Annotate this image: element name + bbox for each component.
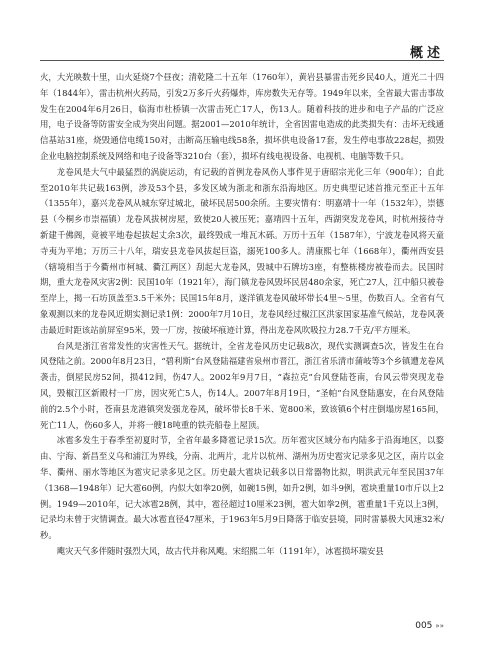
section-title: 概述: [409, 46, 444, 61]
paragraph-typhoon-tornado: 台风是浙江省常发性的灾害性天气。据统计，全省龙卷风历史记载8次，现代实测调查5次，皆发生在台风登陆之前。2000年8月23日，“碧利斯”台风登陆福建省泉州市晋江，浙江省乐清市蒲岐等3个乡镇遭龙卷风袭击，倒屋民房52间，损412间，伤47人。2002年9月7日，“森拉克”台风登陆苍南，台风云带突现龙卷风，毁椒江区新殿村一厂房，因灾死亡5人，伤14人。2007年8月19日，“圣帕”台风登陆惠安，在台风登陆前的2.5个小时，苍南县龙港镇突发强龙卷风，破坏带长8千米、宽800米，致该镇6个村庄倒塌房屋165间，死亡11人，伤60多人，并将一艘18吨重的铁壳船卷上屋顶。: [40, 340, 444, 430]
paragraph-lightning: 火，大光映数十里，山火延烧7个昼夜；清乾隆二十五年（1760年），黄岩县暴雷击死乡民40人，道光二十四年（1844年），雷击杭州火药局，引发2万多斤火药爆炸，库房数失无存等。1949年以来，全省最大雷击事故发生在2004年6月26日，临海市杜桥镇一次雷击死亡17人，伤13人。随着科技的进步和电子产品的广泛应用，电子设备等防雷安全成为突出问题。据2001—2010年统计，全省因雷电造成的此类损失有：击坏无线通信基站31座，烧毁通信电缆150对，击断高压输电线58条，损坏供电设备17套，发生停电事故228起，损毁企业电脑控制系统及网络和电子设备等3210台（套），损坏有线电视设备、电视机、电脑等数千只。: [40, 72, 444, 161]
header-rule: [40, 60, 444, 61]
page-footer: [415, 621, 444, 631]
page-number: 005: [415, 621, 433, 631]
paragraph-tornado: 龙卷风是大气中最猛烈的涡旋运动，有记载的首例龙卷风伤人事件见于唐昭宗光化三年（900年）；自此至2010年共记载163例，涉及53个县，多发区域为浙北和浙东沿海地区。历史典型记述首推元至正十五年（1355年），嘉兴龙卷风从城东穿过城北，破坏民居500余所。主要灾情有：明嘉靖十一年（1532年），崇德县（今桐乡市崇福镇）龙卷风拔树房屋，致使20人被压死；嘉靖四十五年，西湖突发龙卷风，时杭州接待寺新建千佛阁，竟被平地卷起拔起丈余3次，最终毁成一堆瓦木砾。万历十五年（1587年），宁波龙卷风将天童寺夷为平地；万历三十八年，瑞安县龙卷风拔起巨盗，溺死100多人。清康熙七年（1668年），衢州西安县（辖境相当于今衢州市柯城、衢江两区）刮起大龙卷风，毁城中石牌坊3座，有整栋楼房被卷而去。民国时期，重大龙卷风灾害2例：民国10年（1921年），海门镇龙卷风毁坏民居480余家，死亡27人，江中船只被卷至岸上，揭一石坊顶盖至3.5千米外；民国15年8月，遂洋镇龙卷风破坏带长4里～5里，伤数百人。全省有气象观测以来的龙卷风近期实测记录1例：2000年7月10日，龙卷风经过椒江区洪家国家基准气候站，龙卷风袭击最近时距该站前屏室95米，毁一厂房，按破坏痕迹计算，得出龙卷风吹吸拉力28.7千克/平方厘米。: [40, 166, 444, 335]
paragraph-hail: 冰雹多发生于春季至初夏时节，全省年最多降雹记录15次。历年雹灾区域分布内陆多于沿海地区，以婺由、宁海、新昌至义乌和浦江为界线，分南、北两片，北片以杭州、湖州为历史雹灾记录多见之区，南片以金华、衢州、丽水等地区为雹灾记录多见之区。历史最大雹块记载多以日常器物比拟，明洪武元年至民国37年（1368—1948年）记大雹60例，内似大如拳20例，如碗15例，如升2例，如斗9例，雹块重量10市斤以上2例。1949—2010年，记大冰雹28例，其中，雹径超过10厘米23例，雹大如拳2例，雹重量1千克以上3例，记录均未曾于灾情调查。最大冰雹直径47厘米，于1963年5月9日降落于临安县境，同时雷暴极大风速32米/秒。: [40, 435, 444, 541]
page-mark: »»: [435, 622, 444, 630]
page-header: [40, 42, 444, 62]
body-text: [40, 70, 444, 560]
paragraph-squall: 飑灾天气多伴随时强烈大风，故古代并称风飑。宋绍熙二年（1191年），冰雹损坏瑞安县: [56, 545, 384, 556]
